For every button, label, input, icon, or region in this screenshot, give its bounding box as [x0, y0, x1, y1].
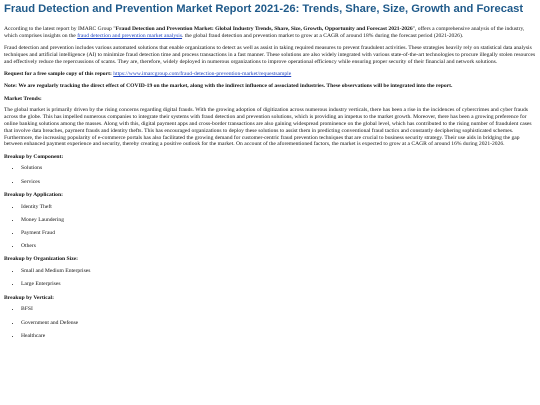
- sample-label: Request for a free sample copy of this report:: [4, 70, 112, 77]
- list-item: • Small and Medium Enterprises: [21, 268, 536, 275]
- list-item: • BFSI: [21, 306, 536, 313]
- list-item: • Government and Defense: [21, 320, 536, 327]
- list-item: • Identity Theft: [21, 204, 536, 211]
- sample-link[interactable]: https://www.imarcgroup.com/fraud-detection-prevention-market/requestsample: [113, 70, 292, 77]
- breakup-component-list: [4, 165, 536, 185]
- breakup-application-heading: Breakup by Application:: [4, 191, 63, 198]
- market-analysis-link[interactable]: fraud detection and prevention market analysis: [77, 32, 183, 39]
- list-item: • Healthcare: [21, 333, 536, 340]
- list-item: • Payment Fraud: [21, 230, 536, 237]
- breakup-organization-heading: Breakup by Organization Size:: [4, 256, 79, 263]
- report-name: Fraud Detection and Prevention Market: Global Industry Trends, Share, Size, Growth, Opportunity and Forecast 2021-2026: [115, 26, 413, 32]
- breakup-application-list: [4, 204, 536, 250]
- breakup-vertical-list: [4, 306, 536, 339]
- intro-paragraph: [4, 26, 536, 40]
- intro-mid: ", offers a comprehensive analysis of the industry, which comprises insights on the: [4, 26, 525, 39]
- sample-request: [4, 71, 536, 78]
- covid-note: [4, 83, 536, 90]
- breakup-organization-list: [4, 268, 536, 288]
- list-item: • Large Enterprises: [21, 281, 536, 288]
- list-item: • Money Laundering: [21, 217, 536, 224]
- intro-pre: According to the latest report by IMARC Group ": [4, 26, 116, 32]
- breakup-vertical-heading: Breakup by Vertical:: [4, 294, 54, 301]
- list-item: • Others: [21, 243, 536, 250]
- breakup-component-heading: Breakup by Component:: [4, 153, 64, 160]
- list-item: • Solutions: [21, 165, 536, 172]
- description-paragraph: Fraud detection and prevention includes various automated solutions that enable organizations to detect as well as assist in taking required measures to prevent fraudulent activities. These strategies heavily rely on statistical data analysis techniques and artificial intelligence (AI) to minimize fraud detection time and process transactions in a fast manner. These solutions are also widely integrated with various state-of-the-art technologies to procure illegally stolen resources and effectively reduce the repercussions of scams. They are, therefore, widely deployed in numerous organizations to improve operational efficiency while ensuring proper security of their financial and network solutions.: [4, 45, 536, 65]
- intro-post: . the global fraud detection and prevention market to grow at a CAGR of around 18% during the forecast period (2021-2026).: [182, 32, 464, 39]
- list-item: • Services: [21, 179, 536, 186]
- page-title: Fraud Detection and Prevention Market Report 2021-26: Trends, Share, Size, Growth and Forecast: [4, 3, 524, 15]
- market-trends-heading: Market Trends:: [4, 95, 42, 102]
- covid-note-text: Note: We are regularly tracking the direct effect of COVID-19 on the market, along with the indirect influence of associated industries. These observations will be integrated into the report.: [4, 83, 453, 90]
- market-trends-text: The global market is primarily driven by the rising concerns regarding digital frauds. With the growing adoption of digitization across numerous industry verticals, there has been a rise in the incidences of cybercrimes and cyber frauds across the globe. This has impelled numerous companies to integrate their systems with fraud detection and prevention solutions, which is providing an impetus to the market growth. Moreover, there has been a growing preference for online banking solutions among the masses. Along with this, digital payment apps and cross-border transactions are also gaining widespread prominence on the global level, which has contributed to the rising number of fraudulent cases that involve data breaches, payment frauds and identity thefts. This has encouraged organizations to deploy these solutions to assist them in predicting conventional fraud tactics and constantly deciphering sophisticated schemes. Furthermore, the increasing popularity of e-commerce portals has also facilitated the growing demand for customer-centric fraud prevention techniques that are crucial to business security strategy. Their use aids in bridging the gap between enhanced payment experience and security, thereby creating a positive outlook for the market. On account of the aforementioned factors, the market is expected to grow at a CAGR of around 16% during 2021-2026.: [4, 107, 532, 148]
